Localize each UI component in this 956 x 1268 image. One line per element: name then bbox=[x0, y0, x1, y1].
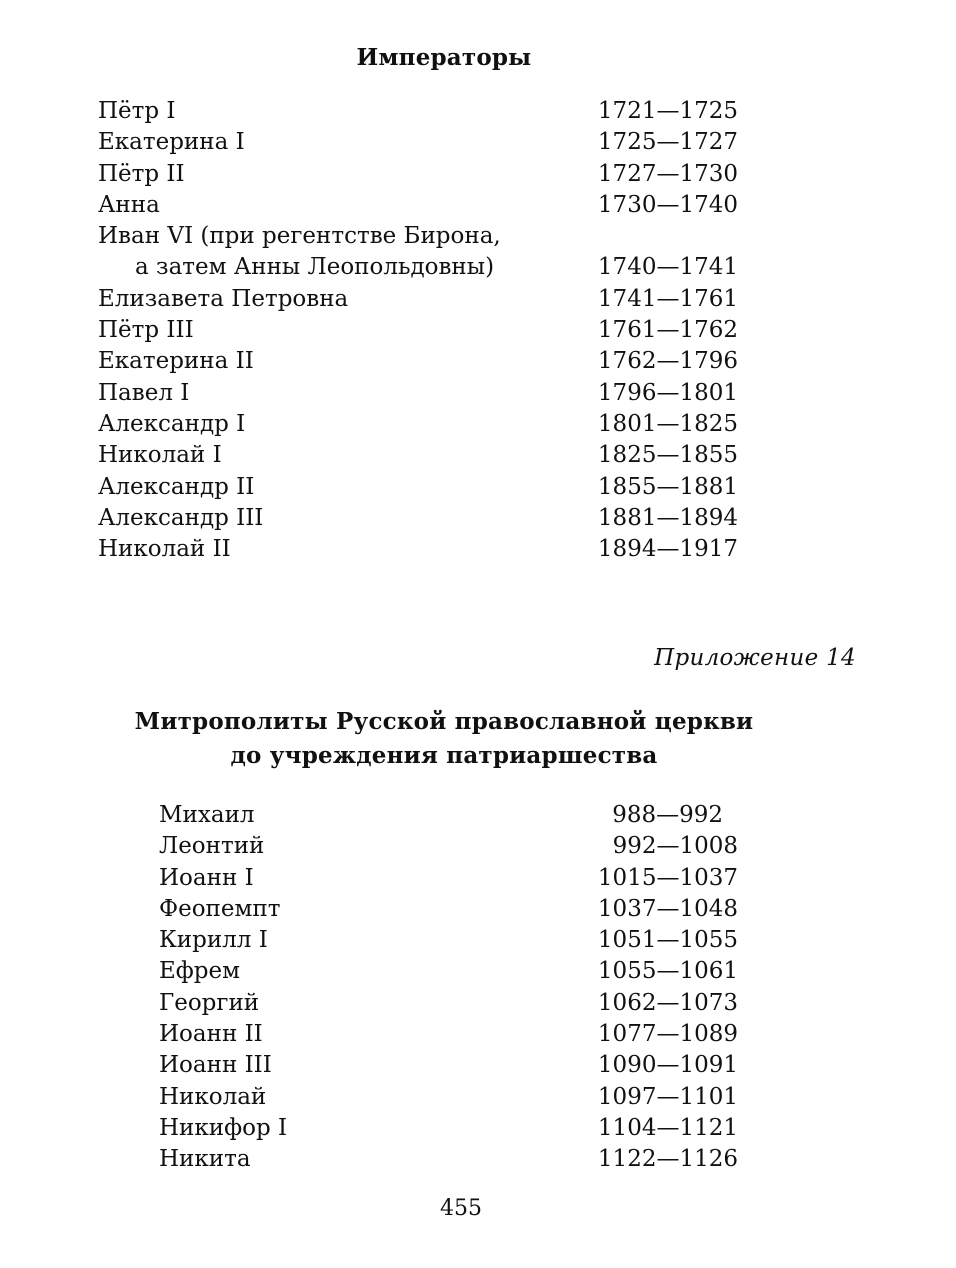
reign-years: 1881—1894 bbox=[597, 504, 738, 531]
tenure-years: 1062—1073 bbox=[597, 989, 738, 1016]
list-item bbox=[159, 956, 759, 987]
metropolitan-name: Ефрем bbox=[159, 958, 241, 985]
ruler-name: Елизавета Петровна bbox=[98, 285, 349, 312]
metropolitan-name: Иоанн III bbox=[159, 1052, 272, 1079]
ruler-name: Иван VI (при регентстве Бирона, bbox=[98, 223, 501, 250]
list-item bbox=[159, 1144, 759, 1175]
tenure-years: 1122—1126 bbox=[597, 1146, 738, 1173]
metropolitan-name: Иоанн I bbox=[159, 864, 254, 891]
reign-years: 1801—1825 bbox=[597, 410, 738, 437]
reign-years: 1741—1761 bbox=[597, 285, 738, 312]
reign-years: 1727—1730 bbox=[597, 160, 738, 187]
metropolitans-heading-line1: Митрополиты Русской православной церкви bbox=[134, 708, 754, 735]
list-item bbox=[159, 831, 759, 862]
list-item bbox=[98, 252, 758, 283]
ruler-name: Николай I bbox=[98, 442, 222, 469]
list-item bbox=[98, 221, 758, 252]
list-item bbox=[98, 472, 758, 503]
list-item bbox=[98, 534, 758, 565]
appendix-label: Приложение 14 bbox=[654, 645, 856, 671]
ruler-name: Пётр III bbox=[98, 317, 194, 344]
list-item bbox=[159, 894, 759, 925]
reign-years: 1740—1741 bbox=[597, 254, 738, 281]
list-item bbox=[159, 925, 759, 956]
metropolitan-name: Феопемпт bbox=[159, 895, 281, 922]
reign-years: 1855—1881 bbox=[597, 473, 738, 500]
ruler-name: Александр II bbox=[98, 473, 255, 500]
list-item bbox=[98, 409, 758, 440]
metropolitans-heading-line2: до учреждения патриаршества bbox=[230, 742, 658, 769]
list-item bbox=[159, 1113, 759, 1144]
ruler-name-continuation: а затем Анны Леопольдовны) bbox=[135, 254, 495, 281]
list-item bbox=[98, 96, 758, 127]
tenure-years: 992—1008 bbox=[612, 833, 738, 860]
list-item bbox=[98, 284, 758, 315]
list-item bbox=[98, 190, 758, 221]
metropolitan-name: Никита bbox=[159, 1146, 251, 1173]
list-item bbox=[159, 1019, 759, 1050]
tenure-years: 988—992 bbox=[612, 802, 723, 828]
tenure-years: 1055—1061 bbox=[597, 958, 738, 985]
list-item bbox=[98, 159, 758, 190]
list-item bbox=[98, 378, 758, 409]
ruler-name: Александр I bbox=[98, 410, 246, 437]
reign-years: 1761—1762 bbox=[597, 317, 738, 344]
reign-years: 1825—1855 bbox=[597, 442, 738, 469]
ruler-name: Александр III bbox=[98, 504, 264, 531]
list-item bbox=[159, 800, 759, 831]
list-item bbox=[98, 315, 758, 346]
reign-years: 1796—1801 bbox=[597, 379, 738, 406]
metropolitan-name: Иоанн II bbox=[159, 1021, 263, 1048]
list-item bbox=[159, 863, 759, 894]
tenure-years: 1015—1037 bbox=[597, 864, 738, 891]
tenure-years: 1077—1089 bbox=[597, 1021, 738, 1048]
ruler-name: Екатерина II bbox=[98, 348, 254, 375]
ruler-name: Николай II bbox=[98, 536, 231, 563]
ruler-name: Екатерина I bbox=[98, 129, 245, 156]
metropolitan-name: Николай bbox=[159, 1083, 267, 1110]
ruler-name: Павел I bbox=[98, 379, 190, 406]
reign-years: 1730—1740 bbox=[597, 191, 738, 218]
list-item bbox=[98, 346, 758, 377]
ruler-name: Пётр II bbox=[98, 160, 185, 187]
tenure-years: 1097—1101 bbox=[597, 1083, 738, 1110]
metropolitans-list bbox=[159, 800, 759, 1176]
metropolitan-name: Никифор I bbox=[159, 1114, 288, 1141]
reign-years: 1762—1796 bbox=[597, 348, 738, 375]
tenure-years: 1037—1048 bbox=[597, 895, 738, 922]
list-item bbox=[98, 503, 758, 534]
metropolitan-name: Кирилл I bbox=[159, 927, 268, 954]
page-number: 455 bbox=[440, 1196, 482, 1221]
reign-years: 1721—1725 bbox=[597, 98, 738, 124]
reign-years: 1725—1727 bbox=[597, 129, 738, 156]
ruler-name: Пётр I bbox=[98, 98, 176, 124]
metropolitan-name: Леонтий bbox=[159, 833, 265, 860]
list-item bbox=[98, 127, 758, 158]
emperors-list bbox=[98, 96, 758, 565]
tenure-years: 1090—1091 bbox=[597, 1052, 738, 1079]
tenure-years: 1104—1121 bbox=[597, 1114, 738, 1141]
metropolitan-name: Георгий bbox=[159, 989, 260, 1016]
reign-years: 1894—1917 bbox=[597, 536, 738, 563]
metropolitan-name: Михаил bbox=[159, 802, 255, 828]
tenure-years: 1051—1055 bbox=[597, 927, 738, 954]
list-item bbox=[98, 440, 758, 471]
list-item bbox=[159, 1050, 759, 1081]
list-item bbox=[159, 988, 759, 1019]
emperors-heading: Императоры bbox=[356, 44, 532, 71]
list-item bbox=[159, 1082, 759, 1113]
ruler-name: Анна bbox=[98, 191, 160, 218]
